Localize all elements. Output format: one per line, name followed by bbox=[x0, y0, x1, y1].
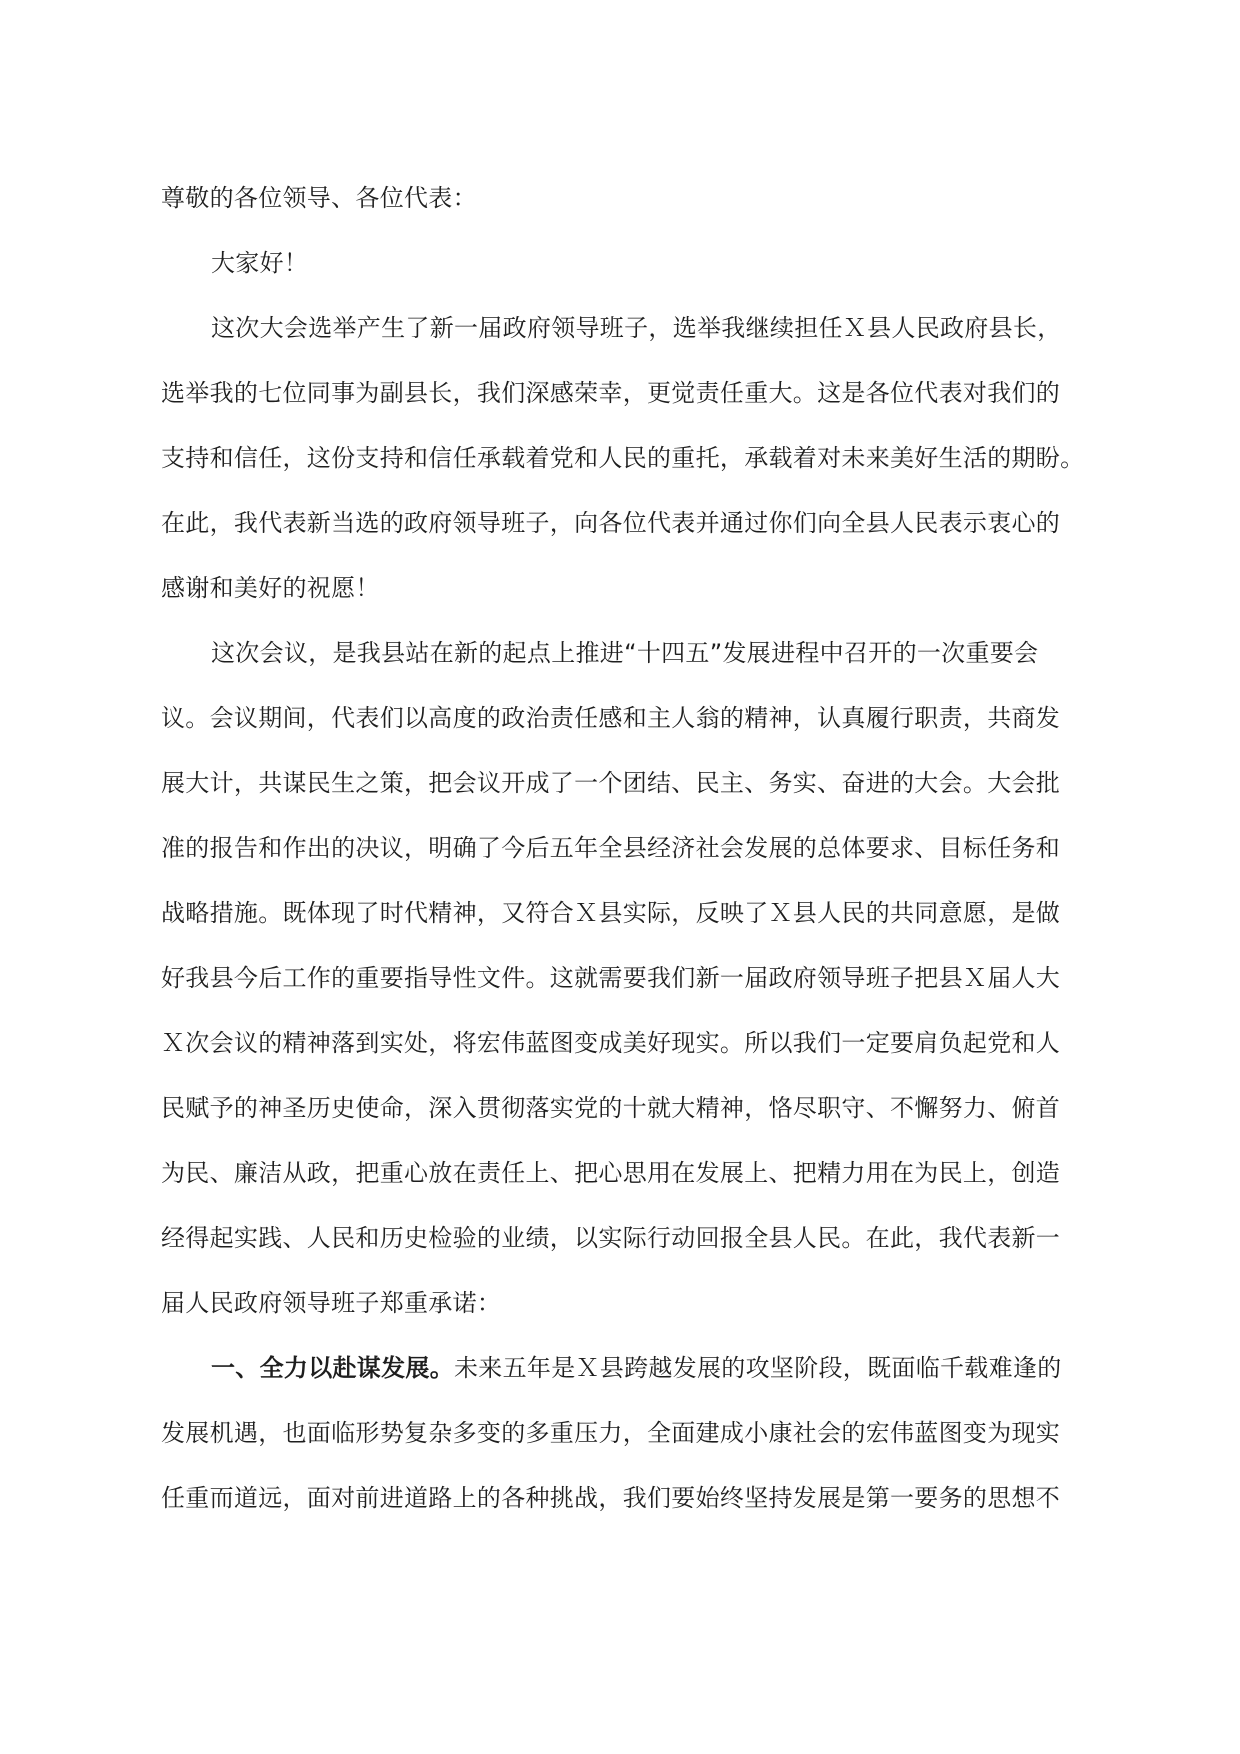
paragraph-line: 为民、廉洁从政，把重心放在责任上、把心思用在发展上、把精力用在为民上，创造 bbox=[161, 1159, 1061, 1187]
paragraph-line: 发展机遇，也面临形势复杂多变的多重压力，全面建成小康社会的宏伟蓝图变为现实 bbox=[161, 1419, 1061, 1447]
paragraph-line: 经得起实践、人民和历史检验的业绩，以实际行动回报全县人民。在此，我代表新一 bbox=[161, 1224, 1061, 1252]
paragraph-line: 感谢和美好的祝愿！ bbox=[161, 574, 380, 602]
paragraph-line: 好我县今后工作的重要指导性文件。这就需要我们新一届政府领导班子把县Ｘ届人大 bbox=[161, 964, 1061, 992]
paragraph-text: 未来五年是Ｘ县跨越发展的攻坚阶段，既面临千载难逢的 bbox=[454, 1354, 1062, 1382]
paragraph-line: 准的报告和作出的决议，明确了今后五年全县经济社会发展的总体要求、目标任务和 bbox=[161, 834, 1061, 862]
paragraph-line: 在此，我代表新当选的政府领导班子，向各位代表并通过你们向全县人民表示衷心的 bbox=[161, 509, 1061, 537]
paragraph-line: Ｘ次会议的精神落到实处，将宏伟蓝图变成美好现实。所以我们一定要肩负起党和人 bbox=[161, 1029, 1061, 1057]
paragraph-line: 战略措施。既体现了时代精神，又符合Ｘ县实际，反映了Ｘ县人民的共同意愿，是做 bbox=[161, 899, 1061, 927]
paragraph-line: 届人民政府领导班子郑重承诺： bbox=[161, 1289, 502, 1317]
paragraph-line: 展大计，共谋民生之策，把会议开成了一个团结、民主、务实、奋进的大会。大会批 bbox=[161, 769, 1061, 797]
paragraph-line: 议。会议期间，代表们以高度的政治责任感和主人翁的精神，认真履行职责，共商发 bbox=[161, 704, 1061, 732]
paragraph-line: 支持和信任，这份支持和信任承载着党和人民的重托，承载着对未来美好生活的期盼。 bbox=[161, 444, 1085, 472]
salutation: 尊敬的各位领导、各位代表： bbox=[161, 184, 477, 212]
greeting: 大家好！ bbox=[211, 249, 309, 277]
paragraph-line: 这次会议，是我县站在新的起点上推进“十四五”发展进程中召开的一次重要会 bbox=[211, 639, 1039, 667]
paragraph-commitment-development bbox=[161, 1336, 1091, 1531]
paragraph-line: 任重而道远，面对前进道路上的各种挑战，我们要始终坚持发展是第一要务的思想不 bbox=[161, 1484, 1061, 1512]
paragraph-meeting-summary bbox=[161, 621, 1091, 1336]
paragraph-line: 民赋予的神圣历史使命，深入贯彻落实党的十就大精神，恪尽职守、不懈努力、俯首 bbox=[161, 1094, 1061, 1122]
paragraph-line bbox=[161, 1336, 1091, 1401]
paragraph-election-thanks bbox=[161, 296, 1091, 621]
document-body bbox=[161, 166, 1091, 1531]
paragraph-line: 选举我的七位同事为副县长，我们深感荣幸，更觉责任重大。这是各位代表对我们的 bbox=[161, 379, 1061, 407]
section-heading: 一、全力以赴谋发展。 bbox=[211, 1354, 454, 1382]
paragraph-line: 这次大会选举产生了新一届政府领导班子，选举我继续担任Ｘ县人民政府县长， bbox=[211, 314, 1062, 342]
